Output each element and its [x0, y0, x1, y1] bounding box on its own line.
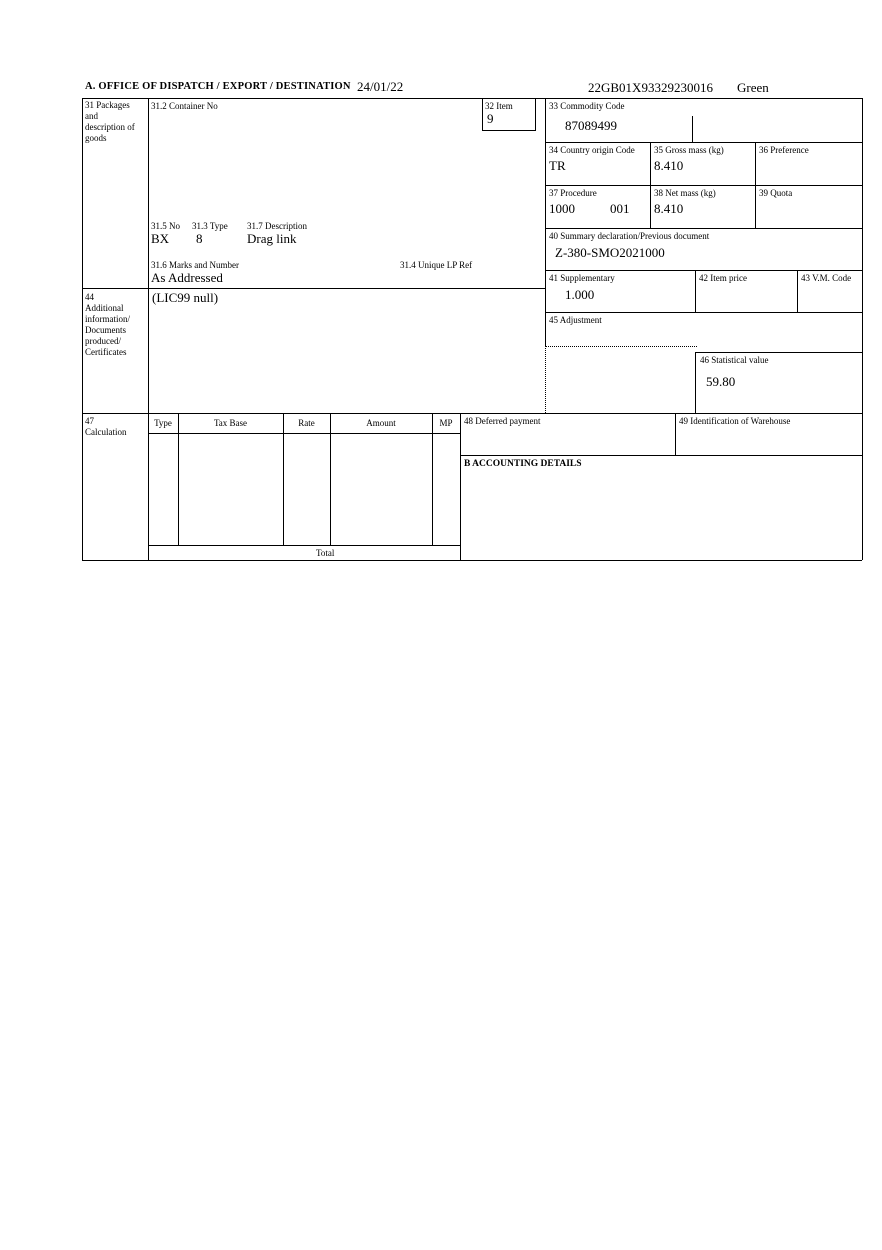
- box40-summary-declaration-label: 40 Summary declaration/Previous document: [549, 231, 710, 241]
- form-line: [82, 288, 545, 289]
- box31-6-marks-value: As Addressed: [151, 270, 223, 285]
- declaration-date: 24/01/22: [357, 79, 404, 94]
- form-line: [862, 98, 863, 560]
- box47-calculation-label: Calculation: [85, 427, 127, 437]
- box31-3-type-label: 31.3 Type: [192, 221, 228, 231]
- box37-procedure-value-b: 001: [610, 201, 630, 216]
- box45-adjustment-label: 45 Adjustment: [549, 315, 602, 325]
- box31-2-container-label: 31.2 Container No: [151, 101, 218, 111]
- routing-status: Green: [737, 80, 769, 95]
- box33-commodity-label: 33 Commodity Code: [549, 101, 625, 111]
- box32-item-label: 32 Item: [485, 101, 513, 111]
- form-line: [545, 185, 862, 186]
- form-line: [148, 545, 460, 546]
- form-line: [545, 312, 862, 313]
- form-line: [148, 433, 460, 434]
- form-line: [797, 270, 798, 312]
- form-line: [283, 413, 284, 545]
- box36-preference-label: 36 Preference: [759, 145, 809, 155]
- box39-quota-label: 39 Quota: [759, 188, 793, 198]
- box31-7-description-value: Drag link: [247, 231, 297, 246]
- form-line: [82, 560, 862, 561]
- office-of-dispatch-label: A. OFFICE OF DISPATCH / EXPORT / DESTINATION: [85, 81, 351, 92]
- form-line: [695, 352, 862, 353]
- form-line: [432, 413, 433, 545]
- box46-statistical-value-label: 46 Statistical value: [700, 355, 769, 365]
- commodity-code-divider-line: [692, 116, 693, 142]
- box37-procedure-value-a: 1000: [549, 201, 575, 216]
- box31-7-description-label: 31.7 Description: [247, 221, 307, 231]
- box41-supplementary-value: 1.000: [565, 287, 595, 302]
- calc-total-label: Total: [316, 548, 335, 558]
- box32-item-value: 9: [487, 111, 494, 126]
- box42-item-price-label: 42 Item price: [699, 273, 747, 283]
- box46-statistical-value: 59.80: [706, 374, 736, 389]
- form-line: [535, 98, 536, 131]
- calc-col-tax-base: Tax Base: [213, 418, 248, 428]
- box34-country-value: TR: [549, 158, 566, 173]
- calc-col-amount: Amount: [366, 418, 396, 428]
- form-line-dotted: [545, 346, 546, 413]
- mrn-reference: 22GB01X93329230016: [588, 80, 713, 95]
- form-line: [178, 413, 179, 545]
- box31-6-marks-label: 31.6 Marks and Number: [151, 260, 239, 270]
- box34-country-label: 34 Country origin Code: [549, 145, 635, 155]
- form-line: [460, 455, 862, 456]
- box44-value: (LIC99 null): [152, 290, 219, 305]
- box31-3-type-value: 8: [196, 231, 203, 246]
- box31-packages-label: 31 Packages and description of goods: [85, 100, 135, 143]
- box31-5-no-label: 31.5 No: [151, 221, 180, 231]
- box38-net-mass-label: 38 Net mass (kg): [654, 188, 716, 198]
- calc-col-type: Type: [154, 418, 172, 428]
- form-line: [82, 413, 862, 414]
- form-line: [545, 228, 862, 229]
- box44-additional-info-label: Additional information/ Documents produced/ Certificates: [85, 303, 130, 357]
- box44-number: 44: [85, 292, 94, 302]
- box37-procedure-label: 37 Procedure: [549, 188, 597, 198]
- form-line: [650, 142, 651, 228]
- box40-summary-declaration-value: Z-380-SMO2021000: [555, 245, 665, 260]
- box48-deferred-payment-label: 48 Deferred payment: [464, 416, 541, 426]
- box49-warehouse-label: 49 Identification of Warehouse: [679, 416, 791, 426]
- form-line: [545, 142, 862, 143]
- form-line: [675, 413, 676, 455]
- calc-col-mp: MP: [439, 418, 453, 428]
- form-line-dotted: [545, 346, 697, 347]
- form-line: [545, 270, 862, 271]
- box38-net-mass-value: 8.410: [654, 201, 684, 216]
- form-line: [330, 413, 331, 545]
- box43-vm-code-label: 43 V.M. Code: [801, 273, 852, 283]
- accounting-details-label: B ACCOUNTING DETAILS: [464, 459, 582, 469]
- form-line: [695, 270, 696, 312]
- box33-commodity-value: 87089499: [565, 118, 617, 133]
- form-line: [545, 98, 546, 346]
- form-line: [148, 98, 149, 560]
- form-line: [695, 352, 696, 413]
- box41-supplementary-label: 41 Supplementary: [549, 273, 615, 283]
- calc-col-rate: Rate: [298, 418, 315, 428]
- form-line: [755, 142, 756, 228]
- box31-5-no-value: BX: [151, 231, 170, 246]
- box31-4-lp-ref-label: 31.4 Unique LP Ref: [400, 260, 473, 270]
- form-line: [482, 130, 535, 131]
- box35-gross-mass-label: 35 Gross mass (kg): [654, 145, 724, 155]
- form-line: [482, 98, 483, 131]
- form-line: [460, 413, 461, 560]
- box35-gross-mass-value: 8.410: [654, 158, 684, 173]
- box47-number: 47: [85, 416, 94, 426]
- form-line: [82, 98, 862, 99]
- form-line: [82, 98, 83, 560]
